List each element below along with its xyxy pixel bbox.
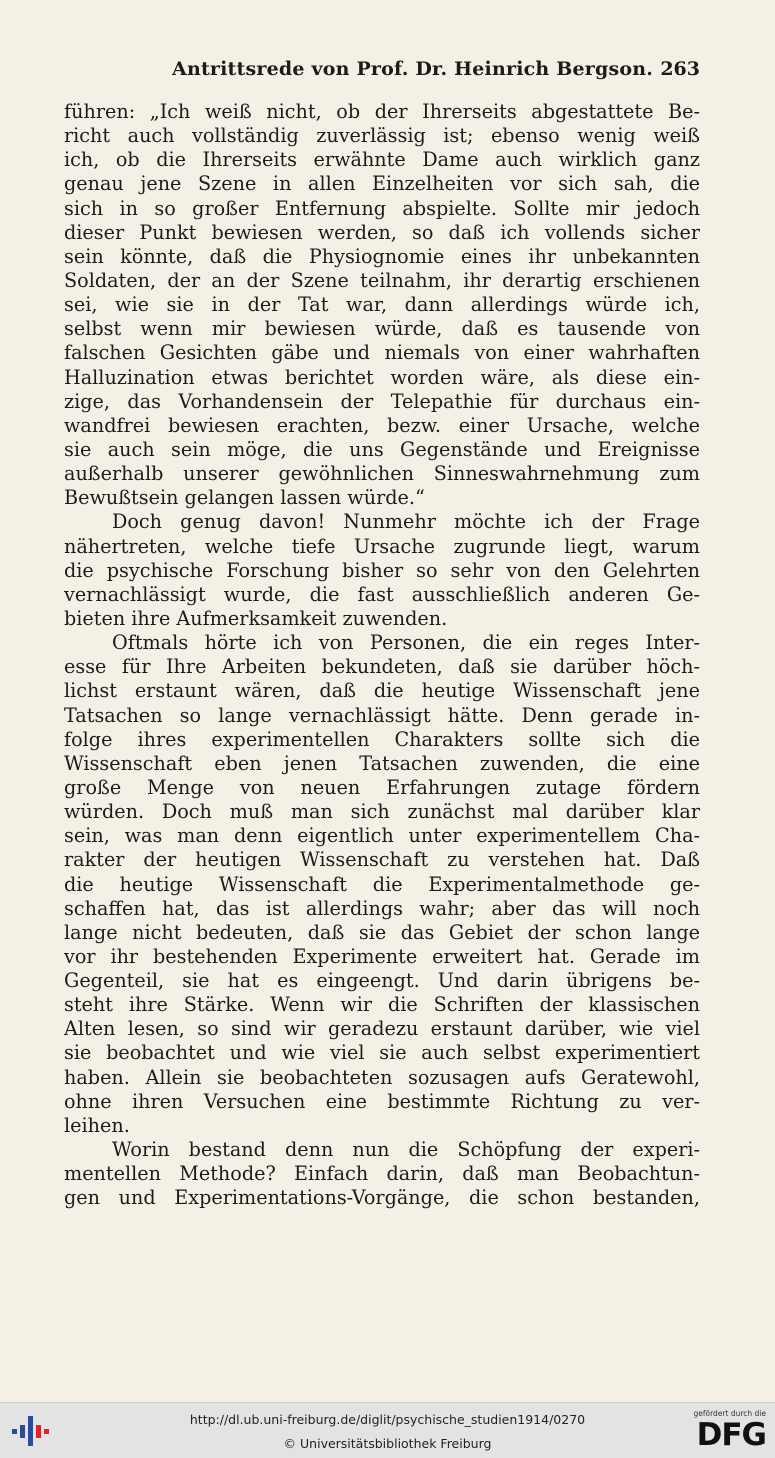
text-line: esse für Ihre Arbeiten bekundeten, daß sie darüber höch- [64, 655, 700, 679]
text-line: schaffen hat, das ist allerdings wahr; aber das will noch [64, 896, 700, 920]
text-line: selbst wenn mir bewiesen würde, daß es tausende von [64, 317, 700, 341]
text-line: wandfrei bewiesen erachten, bezw. einer Ursache, welche [64, 413, 700, 437]
text-line: sei, wie sie in der Tat war, dann allerdings würde ich, [64, 293, 700, 317]
funding-caption: gefördert durch die [693, 1409, 766, 1418]
text-line: außerhalb unserer gewöhnlichen Sinneswahrnehmung zum [64, 462, 700, 486]
source-url-link[interactable]: http://dl.ub.uni-freiburg.de/diglit/psychische_studien1914/0270 [189, 1412, 586, 1427]
text-line: haben. Allein sie beobachteten sozusagen aufs Geratewohl, [64, 1065, 700, 1089]
text-line: Doch genug davon! Nunmehr möchte ich der Frage [112, 510, 700, 534]
text-line: sie auch sein möge, die uns Gegenstände und Ereignisse [64, 437, 700, 461]
text-line: würden. Doch muß man sich zunächst mal darüber klar [64, 800, 700, 824]
text-line: Gegenteil, sie hat es eingeengt. Und darin übrigens be- [64, 969, 700, 993]
text-line: vernachlässigt wurde, die fast ausschließlich anderen Ge- [64, 582, 700, 606]
text-line: sie beobachtet und wie viel sie auch selbst experimentiert [64, 1041, 700, 1065]
text-line: sein, was man denn eigentlich unter experimentellem Cha- [64, 824, 700, 848]
text-line: Bewußtsein gelangen lassen würde.“ [64, 486, 425, 510]
running-title: Antrittsrede von Prof. Dr. Heinrich Bergson. [172, 58, 654, 80]
viewer-footer [0, 1402, 775, 1458]
text-line: mentellen Methode? Einfach darin, daß man Beobachtun- [64, 1162, 700, 1186]
text-line: bieten ihre Aufmerksamkeit zuwenden. [64, 606, 448, 630]
text-line: Alten lesen, so sind wir geradezu erstaunt darüber, wie viel [64, 1017, 700, 1041]
text-line: steht ihre Stärke. Wenn wir die Schriften der klassischen [64, 993, 700, 1017]
text-line: sich in so großer Entfernung abspielte. Sollte mir jedoch [64, 196, 700, 220]
dfg-funding-logo [684, 1409, 766, 1453]
text-line: gen und Experimentations-Vorgänge, die schon bestanden, [64, 1186, 700, 1210]
text-line: rakter der heutigen Wissenschaft zu verstehen hat. Daß [64, 848, 700, 872]
text-line: genau jene Szene in allen Einzelheiten vor sich sah, die [64, 172, 700, 196]
text-line: ohne ihren Versuchen eine bestimmte Richtung zu ver- [64, 1089, 700, 1113]
text-line: nähertreten, welche tiefe Ursache zugrunde liegt, warum [64, 534, 700, 558]
text-line: große Menge von neuen Erfahrungen zutage fördern [64, 775, 700, 799]
copyright-notice: © Universitätsbibliothek Freiburg [283, 1436, 492, 1451]
body-text [64, 100, 700, 1210]
text-line: Worin bestand denn nun die Schöpfung der experi- [112, 1138, 700, 1162]
text-line: ich, ob die Ihrerseits erwähnte Dame auch wirklich ganz [64, 148, 700, 172]
text-line: lange nicht bedeuten, daß sie das Gebiet der schon lange [64, 920, 700, 944]
text-line: folge ihres experimentellen Charakters sollte sich die [64, 727, 700, 751]
text-line: die heutige Wissenschaft die Experimentalmethode ge- [64, 872, 700, 896]
text-line: sein könnte, daß die Physiognomie eines ihr unbekannten [64, 244, 700, 268]
text-line: vor ihr bestehenden Experimente erweitert hat. Gerade im [64, 944, 700, 968]
running-head [64, 58, 700, 84]
text-line: dieser Punkt bewiesen werden, so daß ich vollends sicher [64, 220, 700, 244]
text-line: lichst erstaunt wären, daß die heutige Wissenschaft jene [64, 679, 700, 703]
text-line: Tatsachen so lange vernachlässigt hätte. Denn gerade in- [64, 703, 700, 727]
page-number: 263 [660, 58, 700, 80]
text-line: Halluzination etwas berichtet worden wäre, als diese ein- [64, 365, 700, 389]
text-line: Soldaten, der an der Szene teilnahm, ihr derartig erschienen [64, 268, 700, 292]
text-line: führen: „Ich weiß nicht, ob der Ihrerseits abgestattete Be- [64, 100, 700, 123]
text-line: die psychische Forschung bisher so sehr von den Gelehrten [64, 558, 700, 582]
text-line: zige, das Vorhandensein der Telepathie für durchaus ein- [64, 389, 700, 413]
text-line: falschen Gesichten gäbe und niemals von einer wahrhaften [64, 341, 700, 365]
dfg-logo: DFG [696, 1417, 766, 1453]
text-line: richt auch vollständig zuverlässig ist; ebenso wenig weiß [64, 124, 700, 148]
text-line: Oftmals hörte ich von Personen, die ein reges Inter- [112, 631, 700, 655]
text-line: Wissenschaft eben jenen Tatsachen zuwenden, die eine [64, 751, 700, 775]
text-line: leihen. [64, 1113, 130, 1137]
